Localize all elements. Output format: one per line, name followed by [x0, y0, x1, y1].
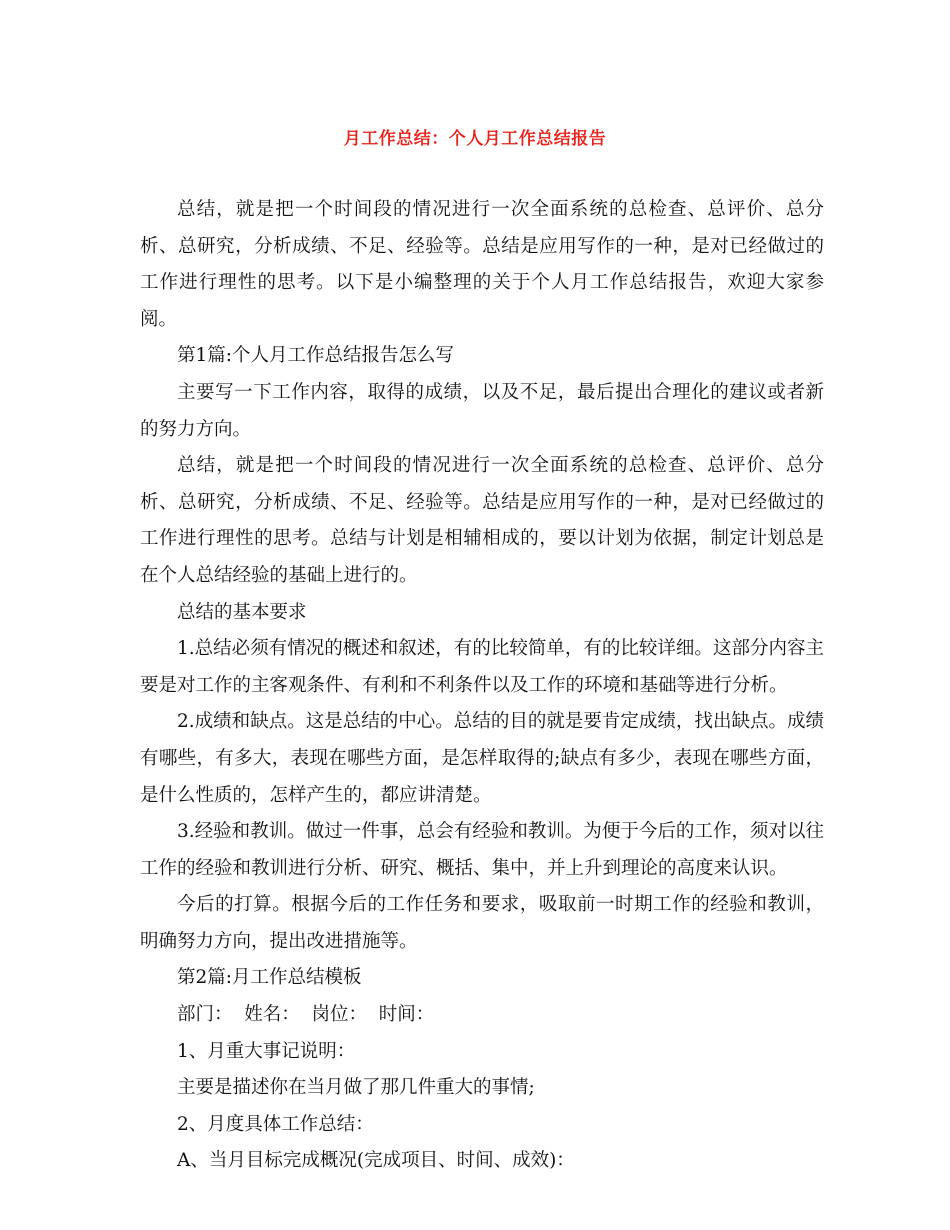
list-item: 1、月重大事记说明： — [177, 1040, 356, 1062]
list-item: A、当月目标完成概况(完成项目、时间、成效)： — [177, 1150, 575, 1172]
paragraph: 总结，就是把一个时间段的情况进行一次全面系统的总检查、总评价、总分析、总研究，分析成绩、不足、经验等。总结是应用写作的一种，是对已经做过的工作进行理性的思考。总结与计划是相辅相成的，要以计划为依据，制定计划总是在个人总结经验的基础上进行的。 — [140, 455, 824, 586]
document-body — [140, 192, 824, 1180]
list-item: 3.经验和教训。做过一件事，总会有经验和教训。为便于今后的工作，须对以往工作的经验和教训进行分析、研究、概括、集中，并上升到理论的高度来认识。 — [140, 821, 824, 879]
form-fields-line: 部门： 姓名： 岗位： 时间： — [177, 1004, 435, 1026]
paragraph: 今后的打算。根据今后的工作任务和要求，吸取前一时期工作的经验和教训，明确努力方向，提出改进措施等。 — [140, 894, 824, 952]
list-item: 2.成绩和缺点。这是总结的中心。总结的目的就是要肯定成绩，找出缺点。成绩有哪些，有多大，表现在哪些方面，是怎样取得的;缺点有多少，表现在哪些方面，是什么性质的，怎样产生的，都应讲清楚。 — [140, 711, 824, 806]
section-heading-1: 第1篇:个人月工作总结报告怎么写 — [177, 345, 455, 367]
document-title: 月工作总结：个人月工作总结报告 — [343, 129, 607, 149]
list-item: 2、月度具体工作总结： — [177, 1113, 374, 1135]
list-item: 1.总结必须有情况的概述和叙述，有的比较简单，有的比较详细。这部分内容主要是对工作的主客观条件、有利和不利条件以及工作的环境和基础等进行分析。 — [140, 638, 824, 696]
paragraph-intro: 总结，就是把一个时间段的情况进行一次全面系统的总检查、总评价、总分析、总研究，分析成绩、不足、经验等。总结是应用写作的一种，是对已经做过的工作进行理性的思考。以下是小编整理的关于个人月工作总结报告，欢迎大家参阅。 — [140, 199, 824, 330]
paragraph: 主要写一下工作内容，取得的成绩，以及不足，最后提出合理化的建议或者新的努力方向。 — [140, 381, 824, 440]
paragraph: 主要是描述你在当月做了那几件重大的事情; — [177, 1077, 535, 1099]
subheading-requirements: 总结的基本要求 — [177, 601, 307, 623]
section-heading-2: 第2篇:月工作总结模板 — [177, 967, 362, 989]
